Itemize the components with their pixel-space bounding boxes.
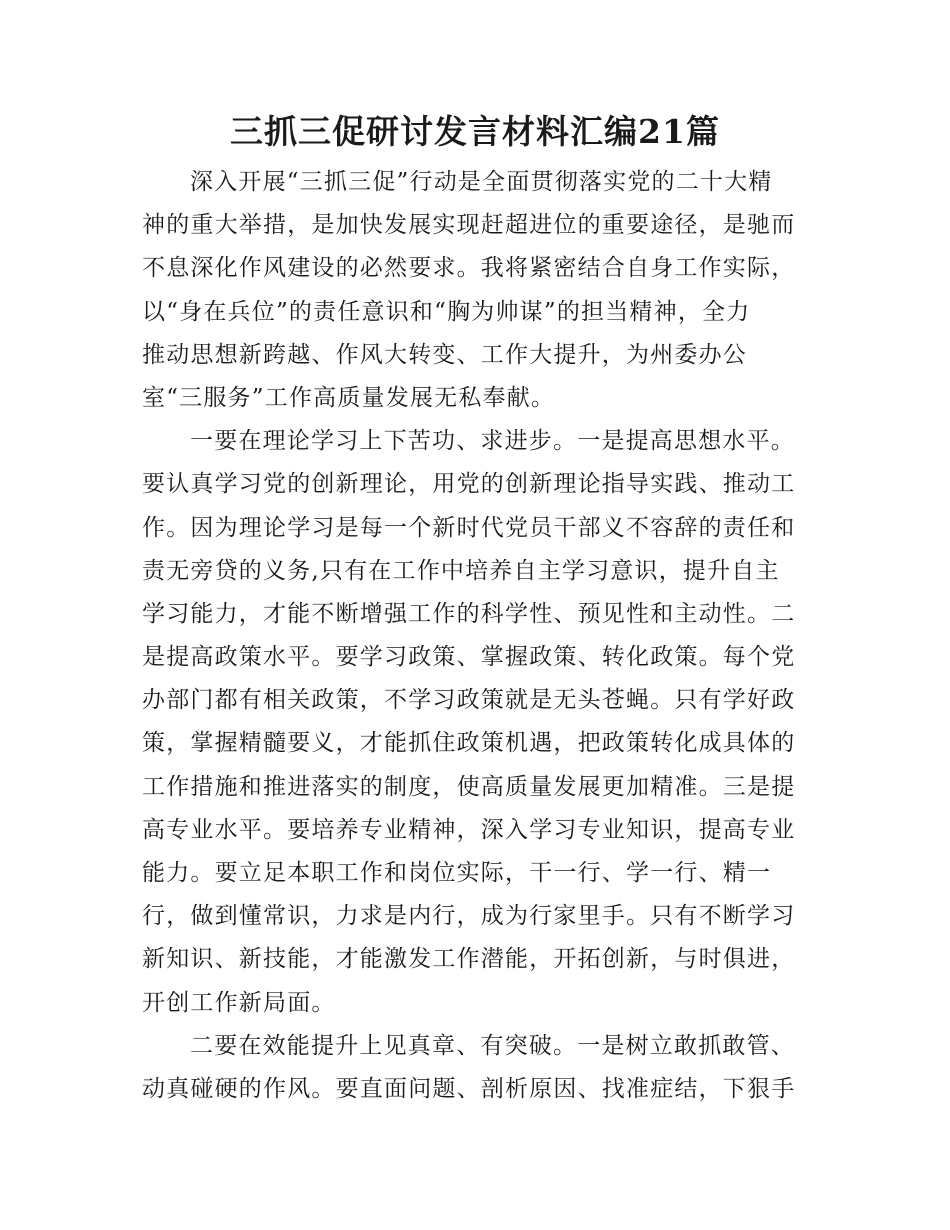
text-line: 开创工作新局面。 [142, 989, 336, 1016]
text-line: 神的重大举措，是加快发展实现赶超进位的重要途径，是驰而 [142, 212, 796, 239]
paragraph-theory-study [142, 420, 814, 1025]
text-line: 以“身在兵位”的责任意识和“胸为帅谋”的担当精神，全力 [142, 298, 751, 325]
text-line: 要认真学习党的创新理论，用党的创新理论指导实践、推动工 [142, 471, 796, 498]
document-title: 三抓三促研讨发言材料汇编21篇 [230, 112, 720, 151]
paragraph-efficiency [142, 1025, 814, 1111]
text-line: 学习能力，才能不断增强工作的科学性、预见性和主动性。二 [142, 600, 796, 627]
text-line: 高专业水平。要培养专业精神，深入学习专业知识，提高专业 [142, 816, 796, 843]
text-line: 新知识、新技能，才能激发工作潜能，开拓创新，与时俱进， [142, 946, 796, 973]
text-line: 深入开展“三抓三促”行动是全面贯彻落实党的二十大精 [190, 169, 773, 195]
paragraph-intro [142, 161, 814, 420]
text-line: 室“三服务”工作高质量发展无私奉献。 [142, 384, 556, 411]
text-line: 工作措施和推进落实的制度，使高质量发展更加精准。三是提 [142, 773, 796, 800]
text-line: 不息深化作风建设的必然要求。我将紧密结合自身工作实际， [142, 255, 796, 282]
text-line: 办部门都有相关政策，不学习政策就是无头苍蝇。只有学好政 [142, 687, 796, 714]
text-line: 一要在理论学习上下苦功、求进步。一是提高思想水平。 [190, 428, 795, 455]
text-line: 二要在效能提升上见真章、有突破。一是树立敢抓敢管、 [190, 1032, 795, 1059]
text-line: 动真碰硬的作风。要直面问题、剖析原因、找准症结，下狠手 [142, 1075, 796, 1102]
text-line: 是提高政策水平。要学习政策、掌握政策、转化政策。每个党 [142, 644, 796, 671]
text-line: 能力。要立足本职工作和岗位实际，干一行、学一行、精一 [142, 860, 772, 886]
text-line: 作。因为理论学习是每一个新时代党员干部义不容辞的责任和 [142, 514, 796, 541]
document-body [142, 161, 814, 1111]
text-line: 推动思想新跨越、作风大转变、工作大提升，为州委办公 [142, 341, 747, 368]
text-line: 策，掌握精髓要义，才能抓住政策机遇，把政策转化成具体的 [142, 730, 796, 757]
text-line: 责无旁贷的义务,只有在工作中培养自主学习意识，提升自主 [142, 557, 780, 584]
text-line: 行，做到懂常识，力求是内行，成为行家里手。只有不断学习 [142, 903, 796, 930]
